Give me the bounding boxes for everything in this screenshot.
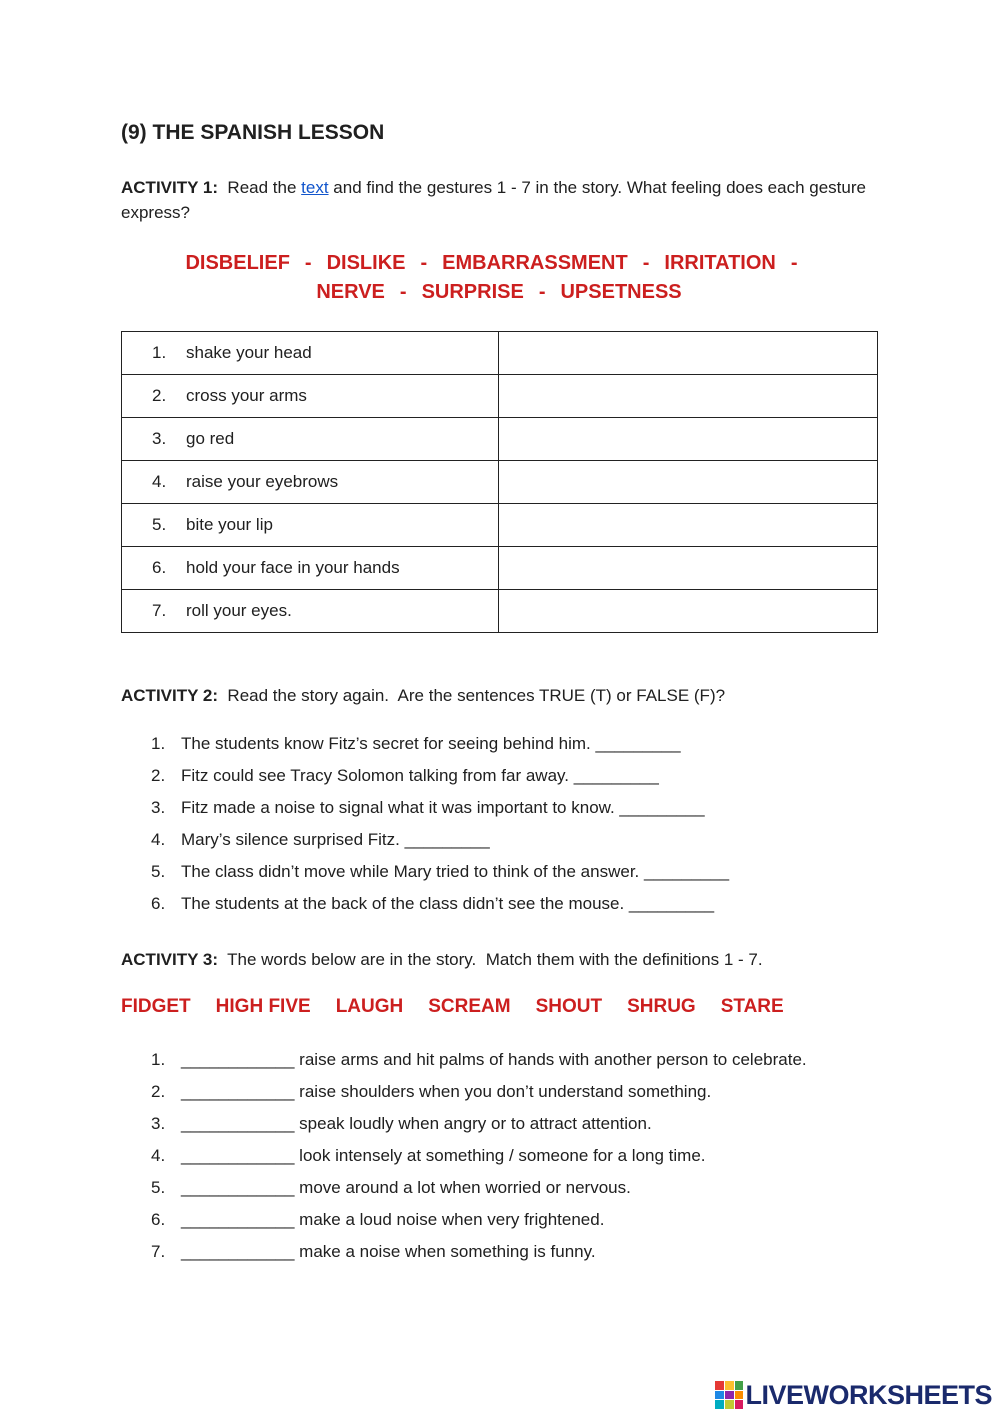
activity-2-text: Read the story again. Are the sentences TRUE (T) or FALSE (F)? [217, 686, 726, 705]
item-text: ____________ make a noise when something is funny. [181, 1242, 596, 1261]
vocabulary-word: HIGH FIVE [215, 996, 311, 1017]
item-text: ____________ speak loudly when angry or to attract attention. [181, 1114, 652, 1133]
feeling-word: NERVE [316, 281, 385, 303]
gesture-text: cross your arms [186, 386, 307, 405]
vocabulary-word-bank [121, 996, 809, 1018]
item-number: 6. [151, 894, 166, 913]
gesture-row [122, 590, 878, 633]
item-number: 1. [151, 734, 166, 753]
logo-square [725, 1391, 734, 1400]
gesture-row [122, 547, 878, 590]
feeling-separator: - [790, 252, 798, 274]
activity-1-label: ACTIVITY 1: [121, 178, 218, 197]
definition-item [151, 1111, 807, 1143]
item-number: 5. [151, 1178, 166, 1197]
item-number: 5. [151, 862, 166, 881]
feeling-separator: - [538, 281, 546, 303]
logo-mark-icon [715, 1381, 743, 1409]
gesture-text: go red [186, 429, 235, 448]
item-number: 2. [151, 1082, 166, 1101]
true-false-item [151, 763, 729, 795]
item-text: ____________ raise shoulders when you don’t understand something. [181, 1082, 712, 1101]
gesture-cell [122, 375, 499, 418]
item-number: 6. [151, 1210, 166, 1229]
feeling-answer-cell[interactable] [499, 547, 878, 590]
feeling-separator: - [420, 252, 428, 274]
vocabulary-word: LAUGH [335, 996, 404, 1017]
logo-square [715, 1381, 724, 1390]
gesture-number: 3. [152, 429, 167, 448]
gesture-text: hold your face in your hands [186, 558, 400, 577]
item-text: ____________ raise arms and hit palms of hands with another person to celebrate. [181, 1050, 807, 1069]
feelings-line-2 [121, 278, 877, 307]
feeling-separator: - [642, 252, 650, 274]
gesture-cell [122, 590, 499, 633]
gesture-cell [122, 504, 499, 547]
logo-square [735, 1381, 744, 1390]
gesture-row [122, 504, 878, 547]
true-false-item [151, 731, 729, 763]
feeling-separator: - [399, 281, 407, 303]
logo-square [735, 1400, 744, 1409]
gesture-number: 1. [152, 343, 167, 362]
gesture-table [121, 331, 878, 633]
logo-square [735, 1391, 744, 1400]
definition-item [151, 1239, 807, 1271]
definition-item [151, 1143, 807, 1175]
gesture-number: 6. [152, 558, 167, 577]
feeling-answer-cell[interactable] [499, 332, 878, 375]
vocabulary-word: FIDGET [121, 996, 191, 1017]
item-number: 7. [151, 1242, 166, 1261]
vocabulary-word: SHRUG [627, 996, 696, 1017]
activity-3-text: The words below are in the story. Match them with the definitions 1 - 7. [217, 950, 763, 969]
activity-1-instructions [121, 175, 891, 225]
item-number: 4. [151, 830, 166, 849]
feeling-word: DISBELIEF [185, 252, 290, 274]
vocabulary-word: STARE [720, 996, 784, 1017]
definition-item [151, 1175, 807, 1207]
logo-text: LIVEWORKSHEETS [745, 1379, 992, 1410]
definition-item [151, 1079, 807, 1111]
true-false-item [151, 891, 729, 923]
feelings-line-1 [121, 249, 877, 278]
feeling-answer-cell[interactable] [499, 461, 878, 504]
item-text: The students know Fitz’s secret for seeing behind him. _________ [181, 734, 681, 753]
gesture-cell [122, 418, 499, 461]
feeling-word: UPSETNESS [560, 281, 682, 303]
logo-square [715, 1400, 724, 1409]
feelings-word-bank [121, 249, 877, 307]
gesture-row [122, 418, 878, 461]
activity-2-instructions [121, 683, 725, 708]
item-number: 4. [151, 1146, 166, 1165]
item-text: The students at the back of the class didn’t see the mouse. _________ [181, 894, 715, 913]
gesture-number: 4. [152, 472, 167, 491]
logo-square [725, 1381, 734, 1390]
feeling-word: SURPRISE [421, 281, 524, 303]
item-text: Fitz made a noise to signal what it was important to know. _________ [181, 798, 705, 817]
logo-square [715, 1391, 724, 1400]
logo-square [725, 1400, 734, 1409]
item-text: The class didn’t move while Mary tried to think of the answer. _________ [181, 862, 730, 881]
true-false-list [151, 731, 729, 923]
feeling-answer-cell[interactable] [499, 375, 878, 418]
feeling-answer-cell[interactable] [499, 418, 878, 461]
feeling-answer-cell[interactable] [499, 504, 878, 547]
gesture-cell [122, 332, 499, 375]
item-number: 2. [151, 766, 166, 785]
liveworksheets-logo [715, 1375, 992, 1415]
story-text-link[interactable]: text [301, 178, 329, 197]
activity-1-post-link: and find the gestures 1 - 7 in the story. What feeling does each gesture express? [121, 178, 866, 222]
item-number: 3. [151, 1114, 166, 1133]
definitions-list [151, 1047, 807, 1271]
item-number: 1. [151, 1050, 166, 1069]
gesture-text: roll your eyes. [186, 601, 292, 620]
feeling-answer-cell[interactable] [499, 590, 878, 633]
gesture-text: shake your head [186, 343, 312, 362]
item-text: ____________ look intensely at something / someone for a long time. [181, 1146, 706, 1165]
feeling-word: DISLIKE [326, 252, 406, 274]
gesture-cell [122, 547, 499, 590]
vocabulary-word: SCREAM [428, 996, 511, 1017]
item-text: ____________ make a loud noise when very frightened. [181, 1210, 605, 1229]
gesture-row [122, 461, 878, 504]
item-number: 3. [151, 798, 166, 817]
feeling-word: EMBARRASSMENT [442, 252, 628, 274]
definition-item [151, 1047, 807, 1079]
activity-1-pre-link: Read the [217, 178, 302, 197]
true-false-item [151, 795, 729, 827]
feeling-word: IRRITATION [664, 252, 776, 274]
definition-item [151, 1207, 807, 1239]
gesture-text: raise your eyebrows [186, 472, 339, 491]
gesture-number: 7. [152, 601, 167, 620]
gesture-number: 2. [152, 386, 167, 405]
gesture-cell [122, 461, 499, 504]
item-text: ____________ move around a lot when worried or nervous. [181, 1178, 631, 1197]
gesture-row [122, 332, 878, 375]
gesture-number: 5. [152, 515, 167, 534]
activity-3-instructions [121, 947, 763, 972]
item-text: Mary’s silence surprised Fitz. _________ [181, 830, 490, 849]
activity-3-label: ACTIVITY 3: [121, 950, 218, 969]
page-title: (9) THE SPANISH LESSON [121, 121, 385, 144]
vocabulary-word: SHOUT [535, 996, 603, 1017]
true-false-item [151, 859, 729, 891]
true-false-item [151, 827, 729, 859]
item-text: Fitz could see Tracy Solomon talking from far away. _________ [181, 766, 659, 785]
feeling-separator: - [304, 252, 312, 274]
gesture-text: bite your lip [186, 515, 273, 534]
gesture-row [122, 375, 878, 418]
activity-2-label: ACTIVITY 2: [121, 686, 218, 705]
